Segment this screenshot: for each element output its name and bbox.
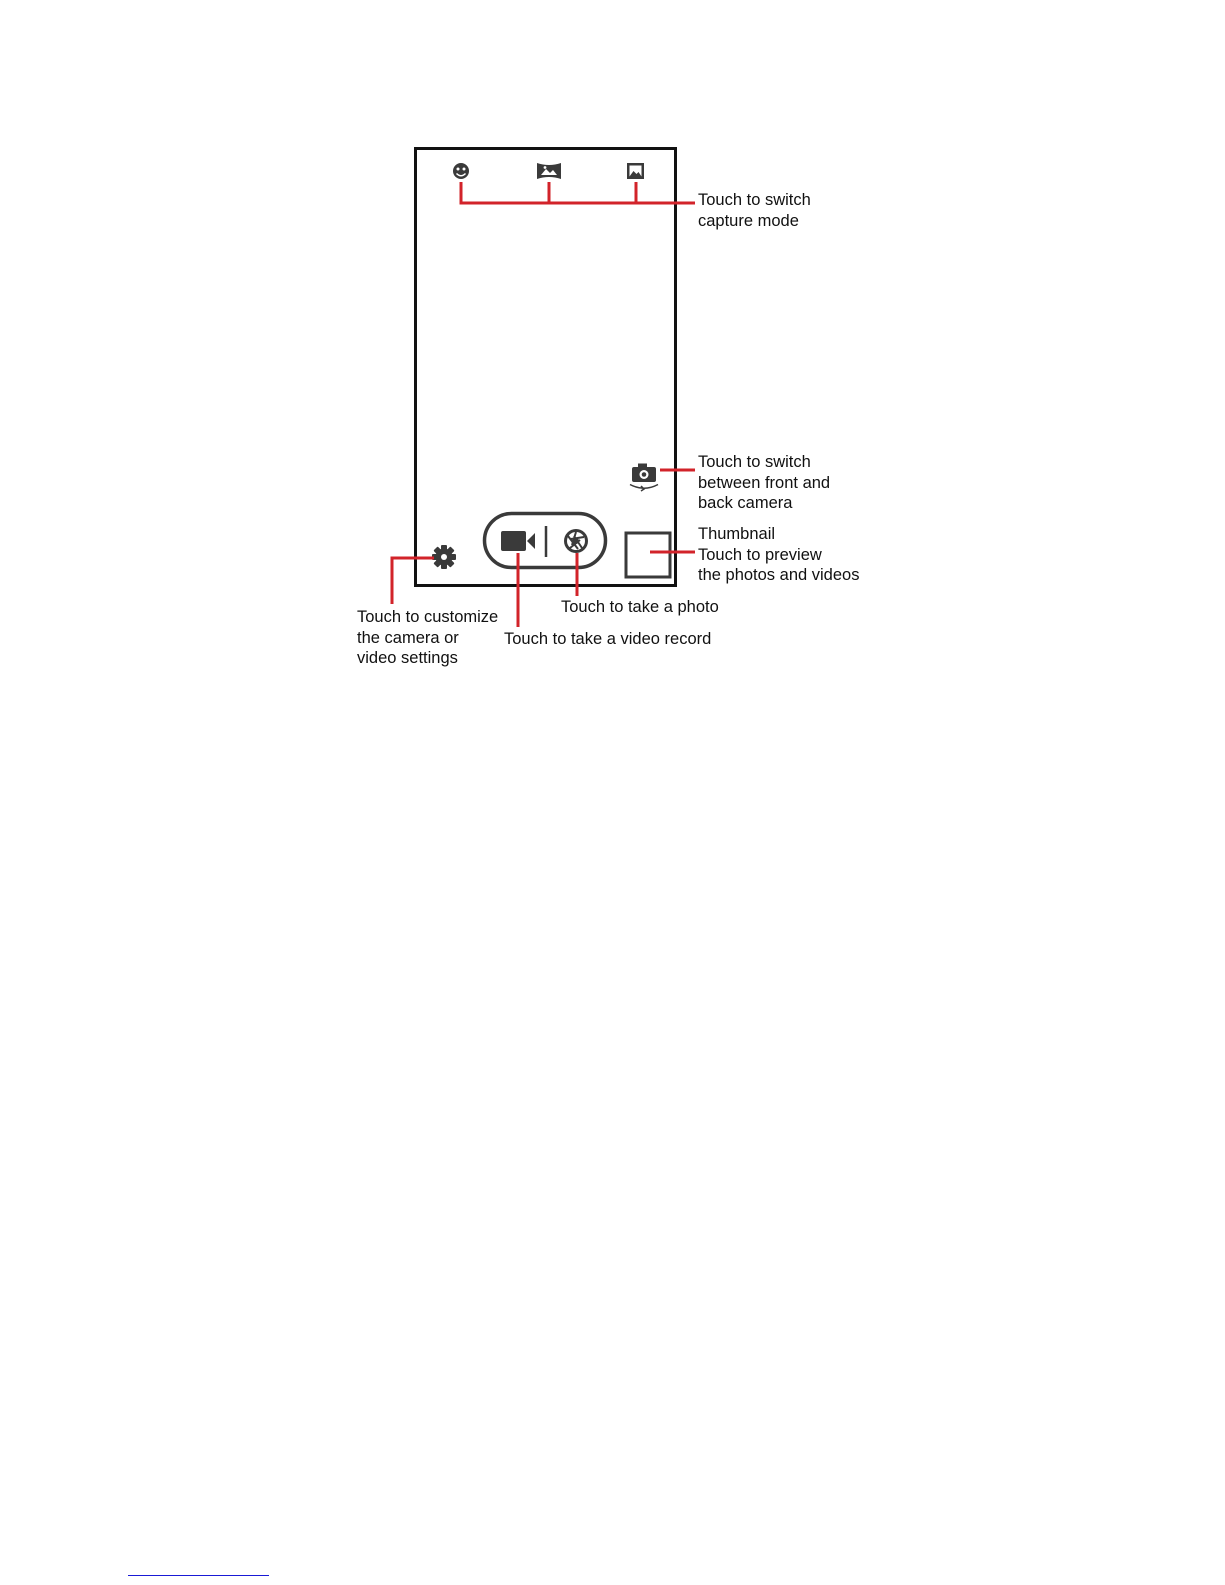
callout-thumbnail xyxy=(698,524,859,586)
callout-take-video-line-1: Touch to take a video record xyxy=(504,630,712,648)
callout-take-photo xyxy=(561,597,719,618)
callout-thumbnail-line-1: Thumbnail xyxy=(698,525,776,543)
callout-settings-line-1: Touch to customize xyxy=(357,608,499,626)
callout-capture-mode-line-2: capture mode xyxy=(698,211,799,230)
panorama-icon[interactable] xyxy=(537,163,561,179)
callout-capture-mode-line-1: Touch to switch xyxy=(698,191,811,209)
callout-switch-camera-line-1: Touch to switch xyxy=(698,453,811,471)
thumbnail-preview[interactable] xyxy=(626,533,670,577)
callout-thumbnail-line-2: Touch to preview xyxy=(698,545,822,564)
callout-capture-mode xyxy=(698,190,811,231)
gear-icon[interactable] xyxy=(432,545,456,569)
callout-settings xyxy=(357,607,498,669)
callout-take-photo-line-1: Touch to take a photo xyxy=(561,598,719,616)
callout-thumbnail-line-3: the photos and videos xyxy=(698,566,860,584)
callout-switch-camera-line-3: back camera xyxy=(698,494,793,512)
callout-settings-line-2: the camera or xyxy=(357,628,459,647)
shutter-aperture-icon[interactable] xyxy=(564,529,588,553)
callout-switch-camera-line-2: between front and xyxy=(698,473,831,492)
landscape-picture-icon[interactable] xyxy=(627,163,644,179)
footnote-separator xyxy=(128,1575,269,1576)
callout-take-video xyxy=(504,629,711,650)
smiley-face-icon[interactable] xyxy=(453,163,469,179)
callout-settings-line-3: video settings xyxy=(357,649,458,667)
callout-switch-camera xyxy=(698,452,830,514)
